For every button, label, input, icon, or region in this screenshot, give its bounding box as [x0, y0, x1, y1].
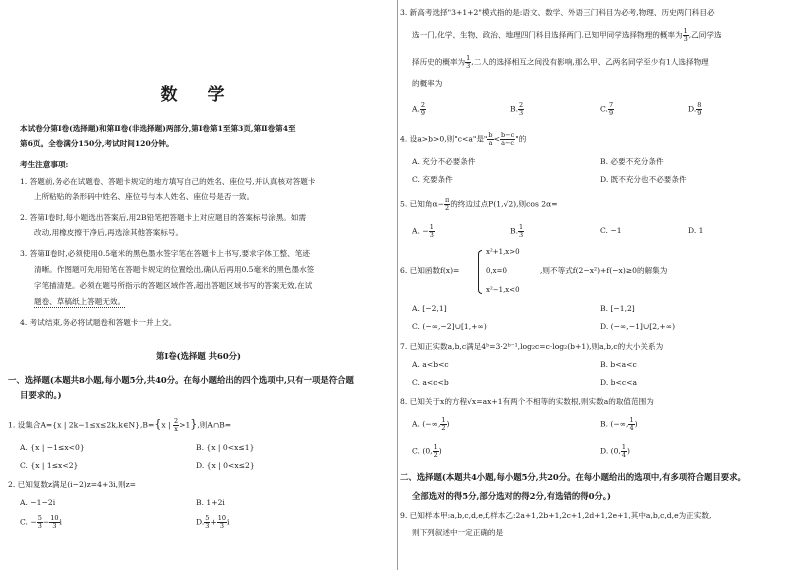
question-5-stem: 5. 已知角α− $\frac{\pi}{2}$ 的终边过点P(1,√2),则cos 2α=	[400, 196, 558, 212]
question-1-option-d[interactable]: D. {x | 0<x≤2}	[196, 461, 255, 470]
section2-heading-line1: 二、选择题(本题共4小题,每小题5分,共20分。在每小题给出的选项中,有多项符合题目要求。	[400, 472, 746, 482]
notice-line: 字笔描清楚。必须在题号所指示的答题区域作答,超出答题区域书写的答案无效,在试	[34, 281, 313, 290]
question-3-line-2: 选一门,化学、生物、政治、地理四门科目选择两门.已知甲同学选择物理的概率为 $\frac{1}{3}$ ,乙同学选	[412, 27, 722, 43]
piecewise-case-3: x²−1,x<0	[486, 286, 520, 294]
question-1-option-b[interactable]: B. {x | 0<x≤1}	[196, 443, 255, 452]
question-9-line-2: 则下列叙述中一定正确的是	[412, 528, 504, 537]
question-7-stem: 7. 已知正实数a,b,c满足4ᵇ=3·2ᵇ⁻¹,log₂c=c·log₂(b+1),则a,b,c的大小关系为	[400, 342, 664, 351]
question-2-stem: 2. 已知复数z满足(i−2)z=4+3i,则z=	[8, 480, 136, 489]
question-7-option-d[interactable]: D. b<c<a	[600, 378, 638, 387]
question-6-option-a[interactable]: A. [−2,1]	[412, 304, 447, 313]
question-3-option-c[interactable]: C. $\frac{7}{9}$	[600, 101, 614, 117]
notice-line: 改动,用橡皮擦干净后,再选涂其他答案标号。	[34, 228, 184, 237]
question-8-stem: 8. 已知关于x的方程√x=ax+1有两个不相等的实数根,则实数a的取值范围为	[400, 397, 654, 406]
question-8-option-d[interactable]: D. (0, $\frac{1}{4}$ )	[600, 443, 630, 459]
right-column	[400, 0, 794, 570]
question-5-option-b[interactable]: B. $\frac{1}{3}$	[510, 223, 524, 239]
question-9-line-1: 9. 已知样本甲:a,b,c,d,e,f,样本乙:2a+1,2b+1,2c+1,2d+1,2e+1,其中a,b,c,d,e为正实数,	[400, 511, 712, 520]
question-3-option-d[interactable]: D. $\frac{8}{9}$	[688, 101, 702, 117]
section1-heading-line1: 一、选择题(本题共8小题,每小题5分,共40分。在每小题给出的四个选项中,只有一项是符合题	[8, 375, 354, 385]
question-7-option-a[interactable]: A. a<b<c	[412, 360, 449, 369]
notice-line: 4. 考试结束,务必将试题卷和答题卡一并上交。	[20, 318, 177, 327]
question-3-line-4: 的概率为	[412, 79, 443, 88]
question-6-stem-b: ,则不等式f(2−x²)+f(−x)≥0的解集为	[540, 266, 668, 275]
page-title: 数 学	[160, 85, 237, 105]
question-3-option-a[interactable]: A. $\frac{2}{9}$	[412, 101, 426, 117]
question-7-option-b[interactable]: B. b<a<c	[600, 360, 637, 369]
question-6-option-c[interactable]: C. (−∞,−2]∪[1,+∞)	[412, 322, 487, 331]
question-5-option-d[interactable]: D. 1	[688, 226, 704, 235]
notice-line: 2. 答第Ⅰ卷时,每小题选出答案后,用2B铅笔把答题卡上对应题目的答案标号涂黑。如需	[20, 213, 307, 222]
column-divider	[397, 0, 398, 570]
notice-line: 上所粘贴的条形码中姓名、座位号与本人姓名、座位号是否一致。	[34, 192, 255, 201]
question-4-option-a[interactable]: A. 充分不必要条件	[412, 157, 476, 166]
intro-line-1: 本试卷分第Ⅰ卷(选择题)和第Ⅱ卷(非选择题)两部分,第Ⅰ卷第1至第3页,第Ⅱ卷第4至	[20, 124, 296, 133]
notice-line: 题卷、草稿纸上答题无效。	[34, 297, 126, 306]
piecewise-case-1: x²+1,x>0	[486, 248, 520, 256]
notice-line: 清晰。作图题可先用铅笔在答题卡规定的位置绘出,确认后再用0.5毫米的黑色墨水签	[34, 265, 315, 274]
question-6-option-b[interactable]: B. [−1,2]	[600, 304, 635, 313]
question-1-stem: 1. 设集合A={x | 2k−1≤x≤2k,k∈N},B={x | $\frac{2}{x}$ >1},则A∩B=	[8, 417, 232, 433]
question-4-stem: 4. 设a>b>0,则"c<a"是" $\frac{b}{a}$ < $\frac{b-c}{a-c}$ "的	[400, 131, 527, 147]
question-3-option-b[interactable]: B. $\frac{2}{3}$	[510, 101, 524, 117]
question-8-option-a[interactable]: A. (−∞, $\frac{1}{2}$ )	[412, 416, 450, 432]
question-8-option-c[interactable]: C. (0, $\frac{1}{2}$ )	[412, 443, 442, 459]
question-6-stem-a: 6. 已知函数f(x)=	[400, 266, 460, 275]
question-3-line-3: 择历史的概率为 $\frac{1}{3}$ ,二人的选择相互之间没有影响,那么甲、乙两名同学至少有1人选择物理	[412, 54, 709, 70]
section2-heading-line2: 全部选对的得5分,部分选对的得2分,有选错的得0分。)	[412, 491, 611, 501]
question-5-option-a[interactable]: A. − $\frac{1}{3}$	[412, 223, 434, 239]
question-4-option-d[interactable]: D. 既不充分也不必要条件	[600, 175, 687, 184]
question-2-option-c[interactable]: C. − $\frac{5}{3}$ − $\frac{10}{3}$ i	[20, 514, 62, 530]
question-1-option-a[interactable]: A. {x | −1≤x<0}	[20, 443, 85, 452]
question-2-option-d[interactable]: D. $\frac{5}{3}$ + $\frac{10}{3}$ i	[196, 514, 230, 530]
question-6-option-d[interactable]: D. (−∞,−1]∪[2,+∞)	[600, 322, 676, 331]
question-2-option-b[interactable]: B. 1+2i	[196, 498, 225, 507]
piecewise-case-2: 0,x=0	[486, 267, 507, 275]
notice-heading: 考生注意事项:	[20, 160, 69, 169]
question-3-line-1: 3. 新高考选择"3+1+2"模式指的是:语文、数学、外语三门科目为必考,物理、历史两门科目必	[400, 8, 715, 17]
question-2-option-a[interactable]: A. −1−2i	[20, 498, 56, 507]
question-4-option-b[interactable]: B. 必要不充分条件	[600, 157, 664, 166]
question-1-option-c[interactable]: C. {x | 1≤x<2}	[20, 461, 79, 470]
notice-line: 3. 答第Ⅱ卷时,必须使用0.5毫米的黑色墨水签字笔在答题卡上书写,要求字体工整、笔迹	[20, 249, 310, 258]
section1-heading-line2: 目要求的。)	[20, 390, 62, 400]
notice-line: 1. 答题前,务必在试题卷、答题卡规定的地方填写自己的姓名、座位号,并认真核对答题卡	[20, 177, 316, 186]
question-4-option-c[interactable]: C. 充要条件	[412, 175, 453, 184]
question-5-option-c[interactable]: C. −1	[600, 226, 622, 235]
intro-line-2: 第6页。全卷满分150分,考试时间120分钟。	[20, 139, 174, 148]
part1-heading: 第Ⅰ卷(选择题 共60分)	[155, 351, 242, 361]
piecewise-brace	[478, 250, 482, 294]
question-8-option-b[interactable]: B. (−∞, $\frac{1}{4}$ )	[600, 416, 638, 432]
question-7-option-c[interactable]: C. a<c<b	[412, 378, 449, 387]
